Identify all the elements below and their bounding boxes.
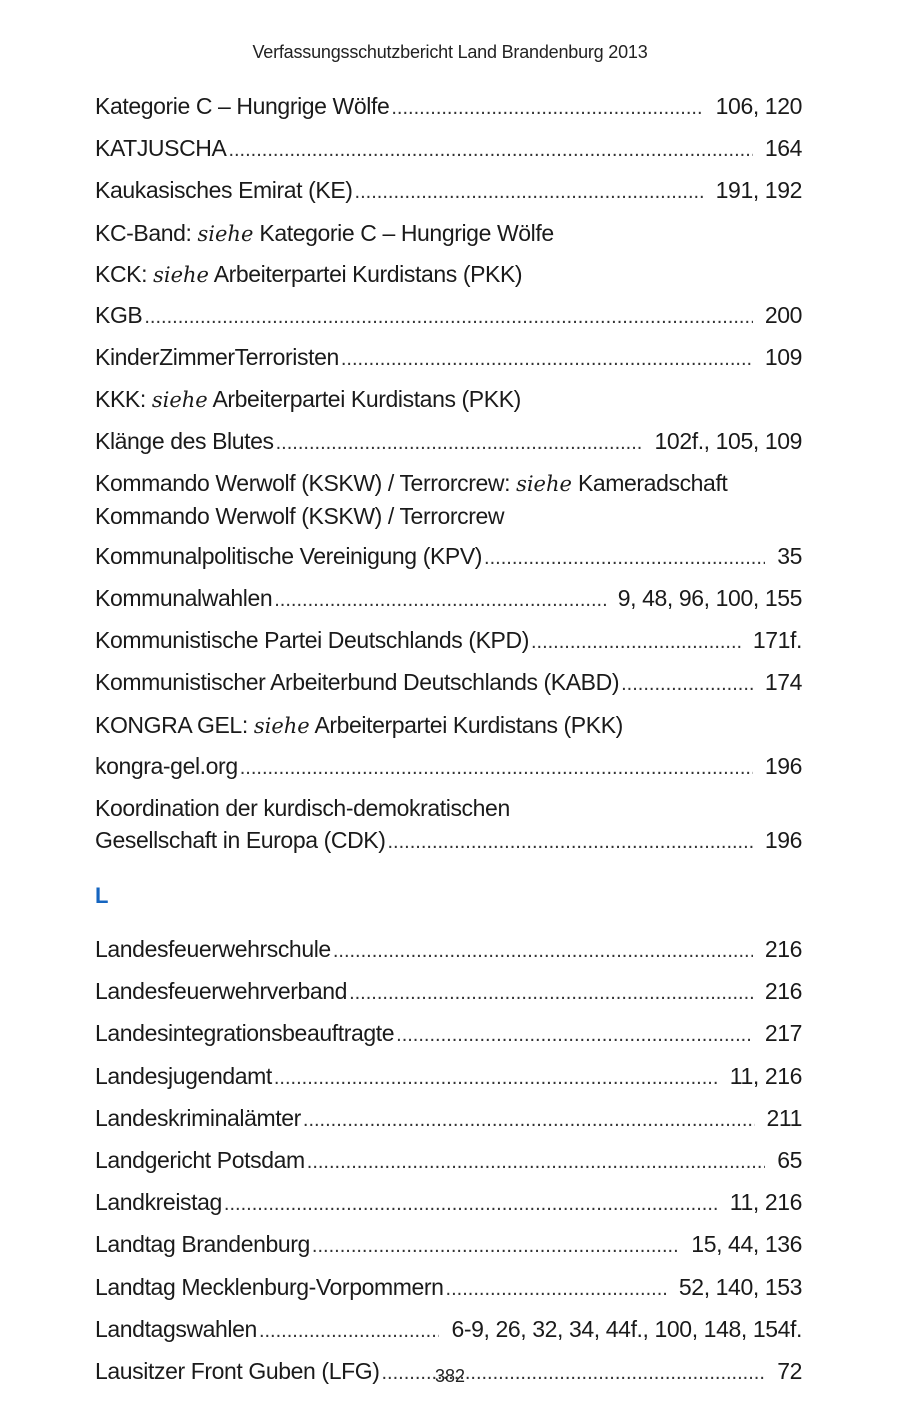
index-entry <box>95 1228 802 1262</box>
entry-pages: 109 <box>764 344 802 371</box>
entry-label: Landesfeuerwehrverband <box>95 978 348 1005</box>
leader-dots <box>307 1144 765 1178</box>
entry-label: Kommunistische Partei Deutschlands (KPD) <box>95 627 529 654</box>
leader-dots <box>391 90 703 124</box>
entry-pages: 9, 48, 96, 100, 155 <box>617 585 802 612</box>
entry-label: Lausitzer Front Guben (LFG) <box>95 1357 380 1384</box>
index-entry <box>95 975 802 1009</box>
reference-target: Arbeiterpartei Kurdistans (PKK) <box>213 260 523 287</box>
leader-dots <box>387 824 752 858</box>
index-entry <box>95 1017 802 1051</box>
leader-dots <box>259 1313 440 1347</box>
index-entry <box>95 1144 802 1178</box>
entry-label: Kaukasisches Emirat (KE) <box>95 177 353 204</box>
entry-pages: 174 <box>764 669 802 696</box>
entry-label: KCK: <box>95 260 148 287</box>
entry-label: Kommunistischer Arbeiterbund Deutschlands (KABD) <box>95 669 620 696</box>
index-entry <box>95 299 802 333</box>
index-entry <box>95 425 802 459</box>
entry-pages: 106, 120 <box>715 93 802 119</box>
index-entry <box>95 582 802 616</box>
entry-pages: 65 <box>777 1146 802 1173</box>
index-entry <box>95 792 802 858</box>
entry-pages: 164 <box>764 135 802 162</box>
entry-label: Landeskriminalämter <box>95 1104 301 1131</box>
entry-pages: 11, 216 <box>729 1062 802 1089</box>
entry-label: KKK: <box>95 386 146 413</box>
entry-pages: 191, 192 <box>715 177 802 204</box>
reference-target: Kategorie C – Hungrige Wölfe <box>259 219 554 246</box>
index-cross-reference <box>95 258 802 291</box>
entry-pages: 6-9, 26, 32, 34, 44f., 100, 148, 154f. <box>451 1315 802 1342</box>
entry-label: Landesintegrationsbeauftragte <box>95 1020 395 1047</box>
leader-dots <box>303 1102 755 1136</box>
leader-dots <box>341 341 753 375</box>
entry-pages: 102f., 105, 109 <box>654 427 802 454</box>
leader-dots <box>144 299 752 333</box>
index-cross-reference <box>95 383 802 416</box>
leader-dots <box>396 1017 753 1051</box>
index-entry <box>95 90 802 124</box>
section-letter-heading: L <box>95 883 109 908</box>
entry-label: Kommando Werwolf (KSKW) / Terrorcrew: <box>95 469 511 496</box>
entry-label: Landtagswahlen <box>95 1315 257 1342</box>
leader-dots <box>621 666 753 700</box>
reference-target: Arbeiterpartei Kurdistans (PKK) <box>314 711 623 738</box>
siehe-marker: siehe <box>151 388 208 413</box>
entry-pages: 216 <box>764 978 802 1005</box>
entry-label: KONGRA GEL: <box>95 711 248 738</box>
entry-label: Landesjugendamt <box>95 1062 272 1089</box>
entry-pages: 15, 44, 136 <box>691 1231 802 1258</box>
index-entry <box>95 1313 802 1347</box>
entry-label: kongra-gel.org <box>95 752 238 779</box>
index-entry <box>95 1060 802 1094</box>
leader-dots <box>446 1271 667 1305</box>
entry-pages: 196 <box>764 752 802 779</box>
leader-dots <box>349 975 753 1009</box>
entry-pages: 211 <box>766 1104 802 1131</box>
entry-label: KATJUSCHA <box>95 135 227 162</box>
reference-target: Arbeiterpartei Kurdistans (PKK) <box>212 386 521 413</box>
entry-label: Kommunalwahlen <box>95 585 273 612</box>
index-entry <box>95 933 802 967</box>
index-entry <box>95 1271 802 1305</box>
index-entry <box>95 174 802 208</box>
entry-label: KC-Band: <box>95 219 192 246</box>
siehe-marker: siehe <box>153 262 209 287</box>
reference-target: Kameradschaft <box>577 469 728 496</box>
leader-dots <box>224 1186 718 1220</box>
siehe-marker: siehe <box>197 221 254 246</box>
leader-dots <box>274 1060 718 1094</box>
leader-dots <box>312 1228 679 1262</box>
leader-dots <box>228 132 752 166</box>
leader-dots <box>484 540 765 574</box>
index-entry <box>95 1186 802 1220</box>
index-entry <box>95 624 802 658</box>
reference-target-continued: Kommando Werwolf (KSKW) / Terrorcrew <box>95 502 505 529</box>
index-entry <box>95 1102 802 1136</box>
entry-label: Landesfeuerwehrschule <box>95 936 331 962</box>
entry-label: Koordination der kurdisch-demokratischen <box>95 795 510 821</box>
index-cross-reference <box>95 709 802 742</box>
entry-label: Landgericht Potsdam <box>95 1146 305 1173</box>
leader-dots <box>240 750 753 784</box>
leader-dots <box>274 582 606 616</box>
index-entry <box>95 666 802 700</box>
index-cross-reference <box>95 467 802 532</box>
entry-label: Klänge des Blutes <box>95 427 274 454</box>
index-cross-reference <box>95 217 802 250</box>
leader-dots <box>333 933 753 967</box>
entry-pages: 171f. <box>752 627 802 654</box>
index-entry <box>95 341 802 375</box>
index-entry <box>95 540 802 574</box>
page-number: 382 <box>434 1366 466 1386</box>
entry-pages: 200 <box>764 301 802 328</box>
entry-pages: 35 <box>777 542 802 569</box>
entry-pages: 52, 140, 153 <box>678 1273 802 1300</box>
entry-pages: 196 <box>764 827 802 853</box>
entry-pages: 217 <box>764 1020 802 1047</box>
entry-pages: 72 <box>777 1357 802 1384</box>
leader-dots <box>276 425 643 459</box>
entry-label: Landtag Mecklenburg-Vorpommern <box>95 1273 444 1300</box>
siehe-marker: siehe <box>516 471 572 496</box>
entry-pages: 11, 216 <box>729 1189 802 1216</box>
entry-label: KinderZimmerTerroristen <box>95 344 339 371</box>
entry-pages: 216 <box>764 936 802 962</box>
leader-dots <box>531 624 741 658</box>
entry-label: Landkreistag <box>95 1189 222 1216</box>
leader-dots <box>355 174 704 208</box>
siehe-marker: siehe <box>253 713 310 738</box>
entry-label-continued: Gesellschaft in Europa (CDK) <box>95 827 386 853</box>
entry-label: Landtag Brandenburg <box>95 1231 310 1258</box>
running-header: Verfassungsschutzbericht Land Brandenburg 2013 <box>252 42 648 62</box>
entry-label: Kategorie C – Hungrige Wölfe <box>95 93 390 119</box>
entry-label: Kommunalpolitische Vereinigung (KPV) <box>95 542 483 569</box>
entry-label: KGB <box>95 301 143 328</box>
index-entry <box>95 132 802 166</box>
index-list <box>95 90 802 1397</box>
index-entry <box>95 750 802 784</box>
